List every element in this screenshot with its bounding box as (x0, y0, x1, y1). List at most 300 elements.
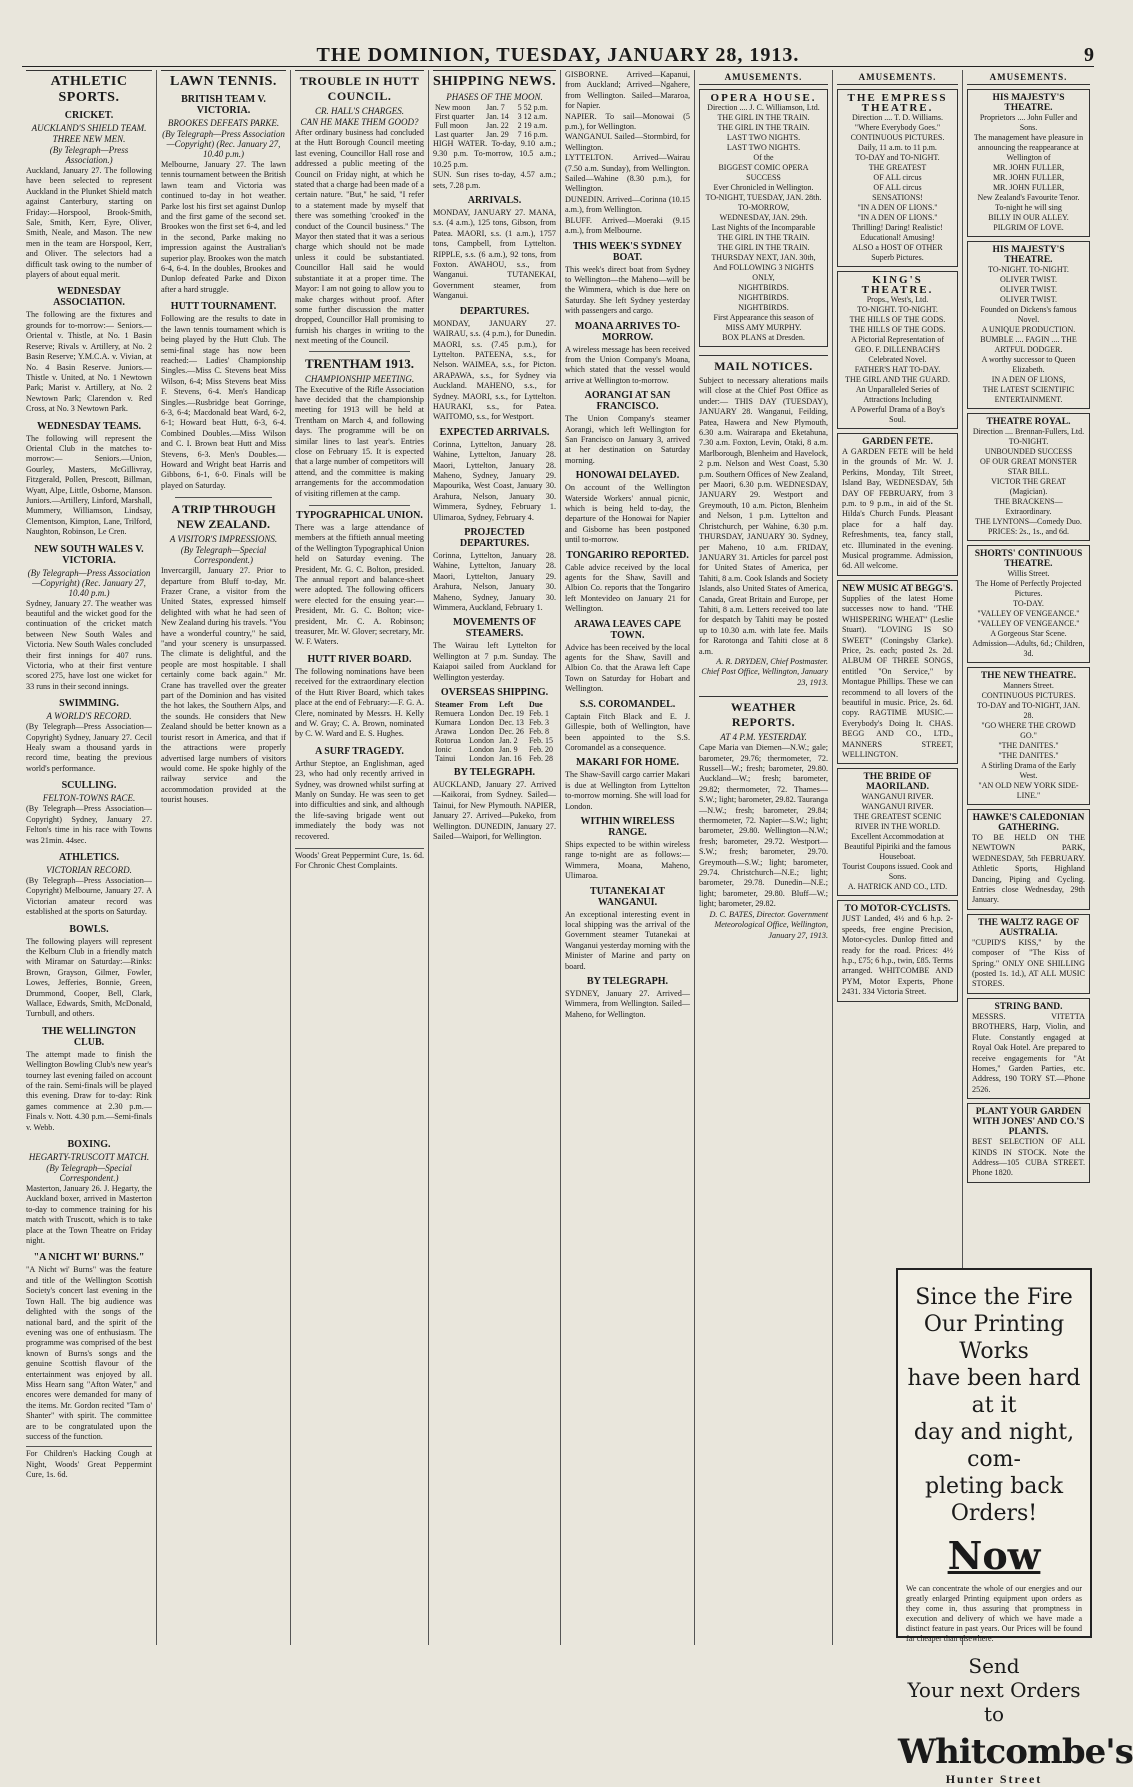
table-cell: Jan. 29 (486, 130, 509, 139)
advert-line: TO-DAY and TO-NIGHT. (855, 153, 940, 162)
footer-advert: Woods' Great Peppermint Cure, 1s. 6d. For Chronic Chest Complaints. (295, 848, 424, 872)
advert-lines (842, 113, 953, 263)
article-title: CRICKET. (64, 110, 114, 121)
article-subtitle: A VISITOR'S IMPRESSIONS. (169, 534, 278, 545)
table-row (433, 745, 556, 754)
table-cell: Rotorua (435, 736, 461, 746)
high-water: HIGH WATER. To-day, 9.10 a.m.; 9.30 p.m. To-morrow, 10.5 a.m.; 10.25 p.m. (433, 139, 556, 169)
advert-line: The management have pleasure in announcing the reappearance at Wellington of (973, 133, 1084, 162)
article-body: SYDNEY, January 27. Arrived—Wimmera, from Wellington. Sailed—Maheno, for Wellington. (565, 989, 690, 1019)
article-body: The following players will represent the Kelburn Club in a friendly match with Miramar on Saturday:—Rinks: Brown, Grayson, Gilmer, Fowler, Lowes, Jefferies, Bonnie, Green, Drummond, Cooper, Bell, Clark, Wallace, Edwards, Smith, McDonald, Turnbull, and others. (26, 936, 152, 1019)
advert-line: THE GIRL IN THE TRAIN. (717, 243, 810, 252)
table-cell: Jan. 14 (486, 112, 509, 121)
advert-line: Props., West's, Ltd. (866, 295, 929, 304)
advert-plant (967, 1103, 1090, 1183)
advert-line: MISS AMY MURPHY. (725, 323, 802, 332)
advert-line: "VALLEY OF VENGEANCE." (977, 609, 1080, 618)
table-row (433, 709, 556, 718)
advert-line: Last Nights of the Incomparable (711, 223, 816, 232)
advert-line: MR. JOHN FULLER, (992, 173, 1065, 182)
column-2 (157, 70, 290, 1645)
advert-lines (972, 427, 1085, 537)
article-body: The attempt made to finish the Wellington Bowling Club's new year's tourney last evening failed on account of the rain. Semi-finals will be played this evening. Draw for to-day: Rink games commence at 2.30 p.m.—Finals v. Nott. 4.30 p.m.—Semi-finals v. Webb. (26, 1049, 152, 1132)
article-title: MAKARI FOR HOME. (575, 757, 680, 769)
advert-body: JUST Landed, 4½ and 6 h.p. 2-speeds, free engine Precision, Motor-cycles. Dunlop fitted and ready for the road. Prices: 4½ h.p., £75; 6 h.p., twin, £85. Terms arranged. WHITCOMBE AND PYM, Motor Experts, Phone 2431. 334 Victoria Street. (842, 914, 953, 997)
advert-line: PILGRIM OF LOVE. (993, 223, 1064, 232)
table-row (433, 130, 556, 139)
article-subtitle: HEGARTY-TRUSCOTT MATCH. (28, 1152, 150, 1163)
section-heading: SHIPPING NEWS. (433, 70, 556, 90)
article-title: TONGARIRO REPORTED. (566, 549, 689, 561)
section-heading: TROUBLE IN HUTT COUNCIL. (295, 70, 424, 104)
article-title: THIS WEEK'S SYDNEY BOAT. (572, 240, 683, 263)
article-body: On account of the Wellington Waterside Workers' annual picnic, which is being held to-day, the departure of the Honowai for Napier and Gisborne has been postponed until to-morrow. (565, 483, 690, 545)
column-3 (291, 70, 428, 1645)
mail-notices-title: MAIL NOTICES. (699, 355, 828, 374)
article-title: S.S. COROMANDEL. (579, 698, 676, 710)
article-body: (By Telegraph—Press Association—Copyright) Melbourne, January 27. A Victorian amateur record was established at the sports on Saturday. (26, 875, 152, 917)
article-swimming (26, 698, 152, 774)
advert-lines (972, 113, 1085, 233)
advert-line: TO-NIGHT, TUESDAY, JAN. 28th. (705, 193, 822, 202)
article-body: A wireless message has been received from the Union Company's Moana, which stated that the vessel would arrive at Wellington to-morrow. (565, 344, 690, 385)
port-napier: NAPIER. To sail—Monowai (5 p.m.), for Wellington. (565, 111, 690, 132)
article-title: SCULLING. (61, 780, 117, 792)
advert-lines (704, 103, 823, 343)
article-body: Advice has been received by the local agents for the Shaw, Savill and Albion Co. that the Arawa left Cape Town on Saturday for Hobart and Wellington. (565, 642, 690, 694)
column-5 (561, 70, 694, 1645)
advert-line: FATHER'S HAT TO-DAY. (854, 365, 941, 374)
article-byline: (By Telegraph—Special Correspondent.) (46, 1163, 132, 1184)
column-header: AMUSEMENTS. (967, 70, 1090, 85)
article-title: BRITISH TEAM V. VICTORIA. (181, 94, 266, 116)
table-row (433, 718, 556, 727)
moon-phases (433, 92, 556, 139)
advert-name: NEW MUSIC AT BEGG'S. (842, 583, 953, 594)
advert-line: IN A DEN OF LIONS, (991, 375, 1066, 384)
table-row (433, 103, 556, 112)
advert-line: pleting back Orders! (924, 1474, 1064, 1526)
advert-maoriland (837, 768, 958, 896)
advert-line: THE HILLS OF THE GODS. (849, 325, 946, 334)
table-cell: 7 16 p.m. (517, 130, 548, 139)
weather-subtitle: AT 4 P.M. YESTERDAY. (720, 732, 807, 743)
article-subtitle: CHAMPIONSHIP MEETING. (304, 373, 415, 384)
advert-line: Daily, 11 a.m. to 11 p.m. (858, 143, 937, 152)
advert-line: PRICES: 2s., 1s., and 6d. (987, 527, 1070, 536)
advert-line: UNBOUNDED SUCCESS (984, 447, 1073, 456)
advert-opera-house (699, 89, 828, 347)
article-wednesday-teams (26, 421, 152, 538)
advert-line: Manners Street. (1003, 681, 1054, 690)
arrivals-list: MONDAY, JANUARY 27. MANA, s.s. (4 a.m.), 125 tons, Gibson, from Patea. MAORI, s.s. (1 a.m.), 1757 tons, Campbell, from Lyttelton. RIPPLE, s.s. (6 a.m.), 92 tons, from Foxton. AWAHOU, s.s., from Wanganui. TUTANEKAI, Government steamer, from Wanganui. (433, 208, 556, 301)
table-cell: 5 52 p.m. (517, 103, 548, 112)
advert-street: Hunter Street (945, 1772, 1043, 1786)
column-header: AMUSEMENTS. (837, 70, 958, 85)
expected-list: Corinna, Lyttelton, January 28. Wahine, Lyttelton, January 28. Maori, Lyttelton, January 28. Maheno, Sydney, January 29. Mapourika, West Coast, January 30. Arahura, Nelson, January 30. Wimmera, Sydney, February 1. Ulimaroa, Sydney, February 4. (433, 439, 556, 522)
table-cell: Feb. 8 (528, 727, 549, 737)
column-1 (22, 70, 156, 1645)
advert-line: Your next Orders to (907, 1678, 1081, 1726)
advert-line: TO-NIGHT. (1008, 437, 1049, 446)
article-body: Captain Fitch Black and E. J. Gillespie, both of Wellington, have been appointed to the S.S. Coromandel as a consequence. (565, 711, 690, 752)
table-cell: Feb. 28 (528, 754, 553, 764)
advert-name: HIS MAJESTY'S THEATRE. (992, 245, 1065, 265)
advert-line: OLIVER TWIST. (999, 275, 1058, 284)
article-body: Arthur Steptoe, an Englishman, aged 23, who had only recently arrived in Sydney, was drowned whilst surfing at Manly on Sunday. He was seen to get into difficulties and sink, and although the life-saving brigade went out immediately the body was not recovered. (295, 758, 424, 841)
article-body: The Executive of the Rifle Association have decided that the championship meeting for 1913 will be held at Trentham on March 4, and following days. The programme will be on similar lines to last year's. Entries close on February 15. It is expected that a large number of competitors will attend, and the committee is making arrangements for the accommodation of visiting riflemen at the camp. (295, 384, 424, 498)
advert-line: TO-NIGHT. TO-NIGHT. (988, 265, 1069, 274)
article-subtitle: FELTON-TOWNS RACE. (42, 793, 136, 804)
advert-brand: Whitcombe's (898, 1732, 1133, 1772)
article-burns (26, 1252, 152, 1480)
phases-table (433, 103, 556, 139)
advert-line: OLIVER TWIST. (999, 285, 1058, 294)
advert-shorts (967, 545, 1090, 663)
table-cell: London (469, 727, 494, 737)
advert-line: TO-DAY and TO-NIGHT, JAN. 28. (976, 701, 1081, 720)
port-bluff: BLUFF. Arrived—Moeraki (9.15 a.m.), from Melbourne. (565, 215, 690, 236)
advert-line: day and night, com- (913, 1420, 1075, 1472)
advert-new-theatre (967, 667, 1090, 805)
advert-line: A worthy successor to Queen Elizabeth. (981, 355, 1076, 374)
table-cell: Arawa (435, 727, 457, 737)
column-8 (963, 70, 1094, 1260)
article-body: The Union Company's steamer Aorangi, which left Wellington for San Francisco on January 3, arrived at her destination on Saturday morning. (565, 414, 690, 465)
advert-name: THEATRE ROYAL. (986, 417, 1071, 427)
article-title: TYPOGRAPHICAL UNION. (296, 510, 423, 521)
overseas-table (433, 700, 556, 763)
article-title: "A NICHT WI' BURNS." (33, 1252, 145, 1264)
article-body: Following are the results to date in the lawn tennis tournament which is being played by the Hutt Club. The semi-final stage has now been reached:— Ladies' Championship Singles.—Miss C. Stevens beat Miss Wilson, 6-4; Miss Stevens beat Miss F. Stevens, 6-4. Men's Handicap Singles.—Rusbridge beat Gorringe, 6-3, 6-4; Macdonald beat Ward, 6-2, 6-1; Howard beat Hutt, 6-3, 6-4. Combined Doubles.—Miss Wilson and C. I. Brown beat Hutt and Miss Stevens, 6-3. Men's Doubles.—Howard and Wright beat Harris and Gibbons, 6-1, 6-0. Finals will be played on Saturday. (161, 314, 286, 490)
advert-line: NIGHTBIRDS. (738, 283, 789, 292)
advert-his-majesty (967, 89, 1090, 237)
article-title: HONOWAI DELAYED. (575, 470, 680, 482)
article-body: Masterton, January 26. J. Hegarty, the Auckland boxer, arrived in Masterton to-day to commence training for his match with Truscott, which is to take place at the Town Theatre on Friday night. (26, 1184, 152, 1246)
table-cell: London (469, 745, 494, 755)
table-cell: Dec. 19 (499, 709, 524, 719)
advert-line: Thrilling! Daring! Realistic! (852, 223, 943, 232)
advert-line: A Gorgeous Star Scene. (990, 629, 1067, 638)
table-cell: 2 19 a.m. (517, 121, 548, 130)
article-title: WITHIN WIRELESS RANGE. (580, 815, 675, 838)
advert-name: SHORTS' CONTINUOUS THEATRE. (974, 549, 1083, 569)
section-heading: ATHLETIC SPORTS. (26, 70, 152, 106)
advert-name: TO MOTOR-CYCLISTS. (844, 904, 951, 915)
advert-line: And FOLLOWING 3 NIGHTS ONLY, (713, 263, 814, 282)
advert-name: THE BRIDE OF MAORILAND. (863, 772, 932, 793)
column-4 (429, 70, 560, 1645)
table-cell: Feb. 20 (528, 745, 553, 755)
advert-line: THE GIRL IN THE TRAIN. (717, 233, 810, 242)
advert-lines (972, 681, 1085, 801)
phases-title: PHASES OF THE MOON. (446, 92, 543, 102)
advert-line: NIGHTBIRDS. (738, 303, 789, 312)
article-body: Invercargill, January 27. Prior to departure from Bluff to-day, Mr. Frazer Crane, a visitor from the United States, expressed himself delighted with what he had seen of New Zealand during his travels. "You have a wonderful country," he said, "and your scenery is unsurpassed. The climate is delightful, and the people are most hospitable. I shall certainly come back again." Mr. Crane has travelled over the greater part of the Dominion and has visited the hot lakes, the Southern Alps, and the sounds. He considers that New Zealand should be better known as a tourist resort in America, and that if the attractions were properly advertised large numbers of visitors would come. He spoke highly of the railway service and the accommodation provided at the tourist houses. (161, 566, 286, 805)
table-cell: Jan. 16 (499, 754, 522, 764)
advert-line: CONTINUOUS PICTURES. (850, 133, 945, 142)
advert-line: THE BRACKENS—Extraordinary. (994, 497, 1063, 516)
advert-line: THE GIRL IN THE TRAIN. (717, 113, 810, 122)
column-header: Due (528, 700, 543, 710)
advert-line: A Pictorial Representation of GEO. F. DILLENBACH'S Celebrated Novel. (850, 335, 945, 364)
column-header: From (469, 700, 489, 710)
overseas-title: OVERSEAS SHIPPING. (440, 687, 549, 699)
table-row (433, 727, 556, 736)
advert-line: Founded on Dickens's famous Novel. (980, 305, 1077, 324)
advert-line: Willis Street. (1007, 569, 1050, 578)
movements-title: MOVEMENTS OF STEAMERS. (452, 617, 537, 640)
article-sculling (26, 780, 152, 846)
advert-line: CONTINUOUS PICTURES. (981, 691, 1076, 700)
table-cell: London (469, 709, 494, 719)
sun-times: SUN. Sun rises to-day, 4.57 a.m.; sets, 7.28 p.m. (433, 170, 556, 190)
article-byline: (By Telegraph—Press Association—Copyright) (Rec. January 27, 10.40 p.m.) (162, 129, 285, 159)
article-wednesday-assoc (26, 286, 152, 414)
advert-name: KING'S THEATRE. (861, 274, 934, 296)
advert-line: A UNIQUE PRODUCTION. (981, 325, 1076, 334)
advert-headline (898, 1284, 1090, 1527)
port-gisborne: GISBORNE. Arrived—Kapanui, from Auckland; Arrived—Ngahere, from Wellington. Sailed—Mararoa, for Napier. (565, 70, 690, 111)
advert-lines (972, 265, 1085, 405)
article-trip (161, 502, 286, 805)
advert-line: THURSDAY NEXT, JAN. 30th, (711, 253, 816, 262)
article-hutt-river (295, 654, 424, 740)
advert-body: "CUPID'S KISS," by the composer of "The Kiss of Spring." ONLY ONE SHILLING (posted 1s. 1d.), AT ALL MUSIC STORES. (972, 937, 1085, 989)
article-title: TRENTHAM 1913. (304, 355, 415, 371)
table-cell: Feb. 1 (528, 709, 549, 719)
expected-title: EXPECTED ARRIVALS. (439, 426, 550, 438)
section-heading: LAWN TENNIS. (161, 70, 286, 90)
advert-line: "IN A DEN OF LIONS." (857, 213, 938, 222)
advert-line: TO-NIGHT. TO-NIGHT. (857, 305, 938, 314)
advert-line: To-night he will sing (995, 203, 1062, 212)
table-cell: Last quarter (435, 130, 474, 139)
advert-line: THE GIRL AND THE GUARD. (845, 375, 950, 384)
advert-line: First Appearance this season of (713, 313, 814, 322)
table-cell: Kumara (435, 718, 461, 728)
article-byline: (By Telegraph—Press Association—Copyright) (Rec. January 27, 10.40 p.m.) (27, 567, 151, 598)
advert-line: Proprietors .... John Fuller and Sons. (979, 113, 1078, 132)
movements-list: The Wairau left Lyttelton for Wellington at 7 p.m. Sunday. The Kaiapoi sailed from Auckland for Wellington yesterday. (433, 641, 556, 682)
table-cell: Feb. 15 (528, 736, 553, 746)
article-subtitle: VICTORIAN RECORD. (46, 864, 132, 875)
advert-line: BIGGEST COMIC OPERA SUCCESS (718, 163, 809, 182)
advert-line: OLIVER TWIST. (999, 295, 1058, 304)
projected-title: PROJECTED DEPARTURES. (459, 527, 530, 549)
departures-title: DEPARTURES. (459, 305, 530, 317)
article-title: AORANGI AT SAN FRANCISCO. (584, 390, 671, 413)
column-6 (695, 70, 832, 1645)
article-title: BOWLS. (69, 923, 109, 935)
advert-new-music (837, 580, 958, 765)
advert-line: A Powerful Drama of a Boy's Soul. (850, 405, 945, 424)
article-title: HUTT TOURNAMENT. (170, 301, 277, 313)
divider (309, 505, 410, 506)
column-header: Left (499, 700, 514, 710)
advert-line: Direction .... Brennan-Fullers, Ltd. (972, 427, 1085, 436)
advert-line: NIGHTBIRDS. (738, 293, 789, 302)
article-bowls (26, 924, 152, 1020)
advert-body: BEST SELECTION OF ALL KINDS IN STOCK. Note the Address—105 CUBA STREET. Phone 1820. (972, 1137, 1085, 1178)
article-body: Ships expected to be within wireless range to-night are as follows:—Wimmera, Moana, Maheno, Ulimaroa. (565, 839, 690, 881)
table-cell: New moon (435, 103, 471, 112)
article-title: THE WELLINGTON CLUB. (42, 1025, 136, 1048)
advert-name: STRING BAND. (994, 1001, 1063, 1012)
table-cell: Tainui (435, 754, 456, 764)
advert-line: BILLY IN OUR ALLEY. (988, 213, 1069, 222)
advert-line: TO-MORROW, (737, 203, 790, 212)
article-title: ARAWA LEAVES CAPE TOWN. (573, 618, 682, 641)
table-cell: Feb. 3 (528, 718, 549, 728)
table-cell: Jan. 22 (486, 121, 509, 130)
arrivals-title: ARRIVALS. (467, 195, 522, 207)
masthead-title: THE DOMINION, TUESDAY, JANUARY 28, 1913. (316, 44, 800, 66)
advert-lines (842, 792, 953, 892)
table-row (433, 121, 556, 130)
footer-advert: For Children's Hacking Cough at Night, Woods' Great Peppermint Cure, 1s. 6d. (26, 1446, 152, 1480)
article-boxing (26, 1139, 152, 1246)
article-title: ATHLETICS. (58, 851, 120, 863)
advert-line: THE LATEST SCIENTIFIC ENTERTAINMENT. (982, 385, 1075, 404)
advert-line: "THE DANITES." (998, 741, 1059, 750)
article-title: NEW SOUTH WALES V. VICTORIA. (34, 543, 144, 566)
article-body: The following nominations have been received for the extraordinary election of the Hutt River Board, which takes place at the end of February:—F. G. A. Clere, nominated by Messrs. H. Kelly and W. Gray; C. A. Brown, nominated by C. W. Ward and E. S. Hughes. (295, 666, 424, 739)
advert-name: HIS MAJESTY'S THEATRE. (992, 93, 1065, 113)
advert-name: GARDEN FETE. (862, 437, 933, 447)
advert-line: MR. JOHN FULLER, (992, 163, 1065, 172)
table-cell: Ionic (435, 745, 452, 755)
weather-signature: D. C. BATES, Director. Government Meteorological Office, Wellington, January 27, 1913. (709, 909, 828, 940)
table-cell: Dec. 13 (499, 718, 524, 728)
advert-line: THE GIRL IN THE TRAIN. (717, 123, 810, 132)
advert-oliver-twist (967, 241, 1090, 409)
article-wellington-club (26, 1026, 152, 1133)
article-body: An exceptional interesting event in local shipping was the arrival of the Government steamer Tutanekai at Wanganui yesterday morning with the Minister of Marine and party on board. (565, 909, 690, 971)
article-body: The following are the fixtures and grounds for to-morrow:— Seniors.—Oriental v. Thistle, at No. 1 Basin Reserve; Rivals v. Artillery, at No. 2 Basin Reserve; Y.M.C.A. v. Vivian, at No. 4 Basin Reserve. Juniors.—Thistle v. United, at No. 1 Newtown Park; Marist v. Artillery, at No. 2 Newtown Park; Clarendon v. Red Cross, at No. 3 Newtown Park. (26, 310, 152, 414)
advert-line: "AN OLD NEW YORK SIDE-LINE." (978, 781, 1079, 800)
article-subtitle: A WORLD'S RECORD. (46, 711, 132, 722)
table-cell: Full moon (435, 121, 469, 130)
article-body: This week's direct boat from Sydney to Wellington—the Maheno—will be the Wimmera, which is due here on Saturday. She left Sydney yesterday with passengers and cargo. (565, 264, 690, 316)
article-title: SWIMMING. (59, 698, 119, 710)
advert-line: The Home of Perfectly Projected Pictures. (975, 579, 1082, 598)
advert-theatre-royal (967, 413, 1090, 541)
article-title: BOXING. (67, 1139, 111, 1151)
advert-line: OF ALL circus (873, 183, 922, 192)
advert-line: MR. JOHN FULLER, (992, 183, 1065, 192)
advert-body: TO BE HELD ON THE NEWTOWN PARK, WEDNESDAY, 5th FEBRUARY. Athletic Sports, Highland Dancing, Piping and Cycling. Entries close Wednesday, 29th January. (972, 833, 1085, 905)
article-body: Auckland, January 27. The following have been selected to represent Auckland in the Plunket Shield match against Canterbury, starting on Friday:—Horspool, Brook-Smith, Sale, Smith, Kerr, Eyre, Oliver, Smith, Neale, and Mason. The new men in the team are Horspool, Kerr, and Oliver. The selectors had a difficult task owing to the number of players of about equal merit. (26, 166, 152, 280)
advert-name: PLANT YOUR GARDEN WITH JONES' AND CO.'S PLANTS. (972, 1107, 1085, 1138)
advert-line: THE GREATEST (868, 163, 927, 172)
departures-list: MONDAY, JANUARY 27. WAIRAU, s.s. (4 p.m.), for Dunedin. MAORI, s.s. (7.45 p.m.), for Lyttelton. PATEENA, s.s., for Nelson. WAIMEA, s.s., for Picton. ARAPAWA, s.s., for Sydney via Auckland. MAHENO, s.s., for Sydney. MAORI, s.s., for Lyttelton. HAURAKI, s.s., for Patea. WAITOMO, s.s., for Westport. (433, 318, 556, 422)
article-subtitle: AUCKLAND'S SHIELD TEAM. (31, 123, 147, 133)
advert-name: HAWKE'S CALEDONIAN GATHERING. (972, 813, 1085, 833)
advert-line: VICTOR THE GREAT (Magician). (991, 477, 1066, 496)
advert-line: "THE DANITES." (998, 751, 1059, 760)
advert-line: New Zealand's Favourite Tenor. (977, 193, 1080, 202)
advert-string-band (967, 998, 1090, 1099)
table-cell: Remuera (435, 709, 464, 719)
advert-body: Supplies of the latest Home successes now to hand. "THE WHISPERING WHEAT" (Leslie Stuart). "LOVING IS SO SWEET" (Coningsby Clarke). Price, 2s. each; posted 2s. 2d. ALBUM OF THREE SONGS, entitled "On Service," by Montague Phillips. These we can recommend to all lovers of the beautiful in music. Price, 2s. 6d. copy. RAGTIME MUSIC.—Everybody's Doing It. CHAS. BEGG AND CO., LTD., MANNERS STREET, WELLINGTON. (842, 593, 953, 759)
advert-waltz (967, 914, 1090, 994)
table-cell: Jan. 2 (499, 736, 518, 746)
article-body: Sydney, January 27. The weather was beautiful and the wicket good for the continuation of the cricket match between New South Wales and Victoria. New South Wales concluded their first innings for 407 runs. Victoria, who at their first venture scored 275, have lost one wicket for 33 runs in their second innings. (26, 598, 152, 691)
advert-line: Direction .... J. C. Williamson, Ltd. (707, 103, 820, 112)
advert-line: Excellent Accommodation at Beautiful Pipiriki and the famous Houseboat. (844, 832, 951, 862)
article-hutt-tournament (161, 301, 286, 491)
article-nsw-victoria (26, 544, 152, 693)
table-cell: First quarter (435, 112, 475, 121)
advert-line: "GO WHERE THE CROWD GO." (981, 721, 1076, 740)
advert-lines (842, 295, 953, 425)
advert-line: ALSO a HOST OF OTHER Superb Pictures. (852, 243, 943, 262)
port-wanganui: WANGANUI. Sailed—Stormbird, for Wellington. (565, 132, 690, 152)
advert-name: THE EMPRESS THEATRE. (847, 92, 948, 114)
table-row (433, 736, 556, 745)
page-number: 9 (1084, 44, 1094, 66)
article-subtitle: CAN HE MAKE THEM GOOD? (300, 117, 419, 127)
table-cell: London (469, 718, 494, 728)
advert-line: A. HATRICK AND CO., LTD. (847, 882, 948, 892)
article-body: After ordinary business had concluded at the Hutt Borough Council meeting last evening, Councillor Hall rose and addressed a public meeting of the Council on Friday night, at which he stated that a charge had been made of a certain nature. "But," he said, "I refer to a statement made by myself that there was something 'crooked' in the conduct of the Council business." The Mayor then stated that it was a serious charge which should not be made unless it could be substantiated. Councillor Hall said he would substantiate it at a proper time. The Mayor: I am not going to allow you to make charges without proof. After some further discussion the matter dropped, Councillor Hall promising to furnish his charges in writing to the next meeting of the Council. (295, 128, 424, 346)
advert-line: Educational! Amusing! (860, 233, 935, 242)
article-body: "A Nicht wi' Burns" was the feature and title of the Wellington Scottish Society's concert last evening in the Town Hall. The big audience was delighted with the songs of the national bard, and the spirit of the evening was one of enthusiasm. The programme was comprised of the best known of Burns's songs and the genuine Scottish flavour of the entertainment was enjoyed by all. Miss Hearn sang "Afton Water," and encores were demanded for many of the items. Mr. Gordon recited "Tam o' Shanter" with spirit. The committee are to be congratulated upon the success of the function. (26, 1265, 152, 1441)
table-cell: London (469, 736, 494, 746)
advert-whitcombe (896, 1268, 1133, 1786)
article-body: There was a large attendance of members at the fiftieth annual meeting of the Wellington Typographical Union held on Saturday evening. The President, Mr. G. C. Bolton, presided. The annual report and balance-sheet were adopted. The following officers were elected for the ensuing year:—President, Mr. G. C. Bolton; vice-president, Mr. C. A. Robinson; treasurer, Mr. W. Glover; secretary, Mr. W. F. Waters. (295, 523, 424, 647)
article-subtitle: THREE NEW MEN. (52, 134, 126, 144)
advert-motor (837, 900, 958, 1001)
advert-line: A Stirling Drama of the Early West. (981, 761, 1076, 780)
advert-line: WANGANUI RIVER. (861, 802, 934, 812)
table-cell: Dec. 26 (499, 727, 524, 737)
advert-send (898, 1654, 1090, 1726)
article-body: The following will represent the Oriental Club in the matches to-morrow:— Seniors.—Union, Gourley, Masters, McGillivray, Fitzgerald, Pollen, Prescott, Billman, Wyatt, Alpe, Little, Osborne, Manson. Juniors.—Artillery, Linford, Marshall, Mummery, Williamson, Lindsay, Clementson, Kimpton, Lane, Trilford, Naughton, Robinson, Le Cren. (26, 433, 152, 537)
advert-line: have been hard at it (907, 1366, 1081, 1418)
article-british-team (161, 94, 286, 295)
advert-line: Tourist Coupons issued. Cook and Sons. (842, 862, 953, 882)
table-cell: Jan. 9 (499, 745, 518, 755)
advert-line: BUMBLE .... FAGIN .... THE ARTFUL DODGER. (980, 335, 1077, 354)
article-title: TUTANEKAI AT WANGANUI. (590, 885, 665, 908)
article-title: HUTT RIVER BOARD. (307, 653, 412, 665)
telegraph-title: BY TELEGRAPH. (453, 767, 536, 779)
advert-line: TO-DAY. (1013, 599, 1044, 608)
advert-line: WEDNESDAY, JAN. 29th. (719, 213, 808, 222)
advert-line: SENSATIONS! (872, 193, 923, 202)
table-row (433, 112, 556, 121)
advert-line: LAST TWO NIGHTS. (726, 143, 801, 152)
advert-line: Our Printing Works (923, 1312, 1065, 1364)
column-header: Steamer (435, 700, 464, 710)
advert-line: OF OUR GREAT MONSTER STAR BILL. (980, 457, 1077, 476)
advert-lines (972, 569, 1085, 659)
advert-empress (837, 89, 958, 267)
port-dunedin: DUNEDIN. Arrived—Corinna (10.15 a.m.), from Wellington. (565, 194, 690, 215)
advert-line: Of the (753, 153, 774, 162)
divider (309, 351, 410, 352)
advert-line: THE GREATEST SCENIC RIVER IN THE WORLD. (853, 812, 942, 832)
article-byline: (By Telegraph—Press Association.) (49, 145, 129, 165)
article-cricket (26, 110, 152, 280)
column-header: AMUSEMENTS. (699, 70, 828, 85)
port-lyttelton: LYTTELTON. Arrived—Wairau (7.50 a.m. Sunday), from Wellington. Sailed—Wahine (8.30 p.m.), for Wellington. (565, 153, 690, 194)
masthead (22, 44, 1094, 67)
article-subtitle: CR. HALL'S CHARGES. (315, 106, 404, 116)
advert-body: MESSRS. VITETTA BROTHERS, Harp, Violin, and Flute. Constantly engaged at Royal Oak Hotel. Are prepared to receive engagements for "At Homes," Garden Parties, etc. Address, 190 TORY ST.—Phone 2526. (972, 1011, 1085, 1094)
